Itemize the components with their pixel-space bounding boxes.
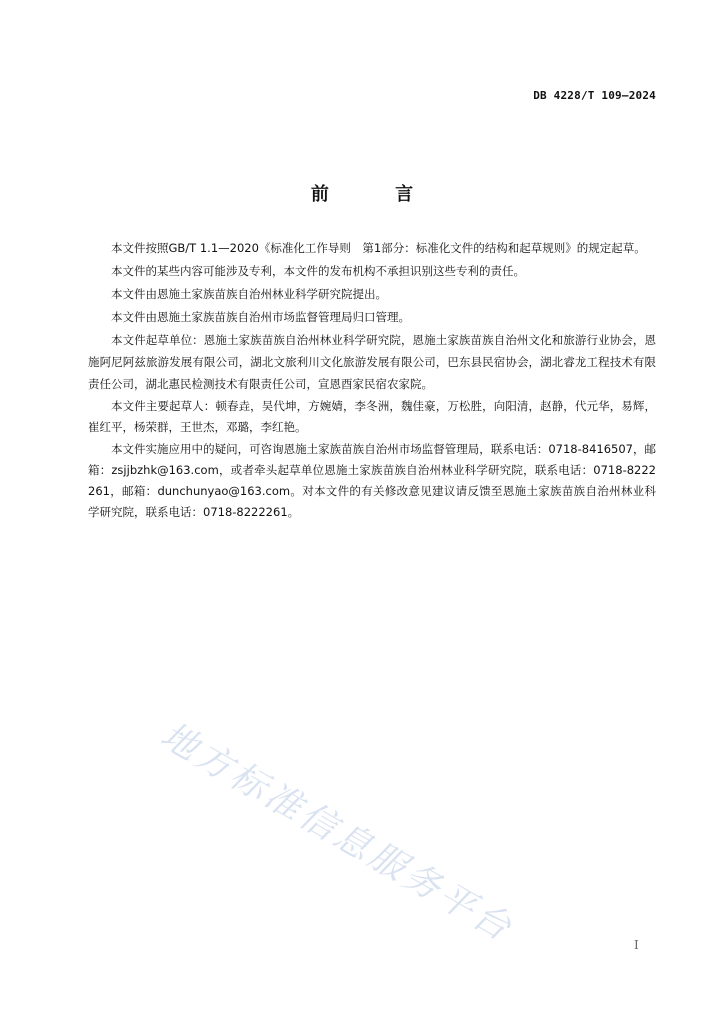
paragraph-contact-info: 本文件实施应用中的疑问，可咨询恩施土家族苗族自治州市场监督管理局，联系电话：0718-8416507，邮箱：zsjjbzhk@163.com，或者牵头起草单位恩施土家族苗族自治州林业科学研究院，联系电话：0718-8222261，邮箱：dunchunyao@163.com。对本文件的有关修改意见建议请反馈至恩施土家族苗族自治州林业科学研究院，联系电话：0718-8222261。 <box>88 442 656 519</box>
page-number: I <box>634 938 639 952</box>
paragraph-administrator: 本文件由恩施土家族苗族自治州市场监督管理局归口管理。 <box>111 310 410 324</box>
paragraph-drafting-units: 本文件起草单位：恩施土家族苗族自治州林业科学研究院，恩施土家族苗族自治州文化和旅游行业协会，恩施阿尼阿兹旅游发展有限公司，湖北文旅利川文化旅游发展有限公司，巴东县民宿协会，湖北睿龙工程技术有限责任公司，湖北惠民检测技术有限责任公司，宣恩酉家民宿农家院。 <box>88 333 656 391</box>
watermark-text: 地方标准信息服务平台 <box>153 714 521 951</box>
document-code: DB 4228/T 109—2024 <box>533 89 656 102</box>
page-title: 前 言 <box>310 184 444 205</box>
paragraph-drafting-rules: 本文件按照GB/T 1.1—2020《标准化工作导则 第1部分：标准化文件的结构和起草规则》的规定起草。 <box>111 241 646 255</box>
foreword-body <box>88 237 656 524</box>
paragraph-patent-notice: 本文件的某些内容可能涉及专利，本文件的发布机构不承担识别这些专利的责任。 <box>111 264 525 278</box>
paragraph-proposer: 本文件由恩施土家族苗族自治州林业科学研究院提出。 <box>111 287 387 301</box>
paragraph-drafters: 本文件主要起草人：顿春垚，吴代坤，方婉婧，李冬洲，魏佳豪，万松胜，向阳清，赵静，代元华，易辉，崔红平，杨荣群，王世杰，邓璐，李红艳。 <box>88 399 656 434</box>
